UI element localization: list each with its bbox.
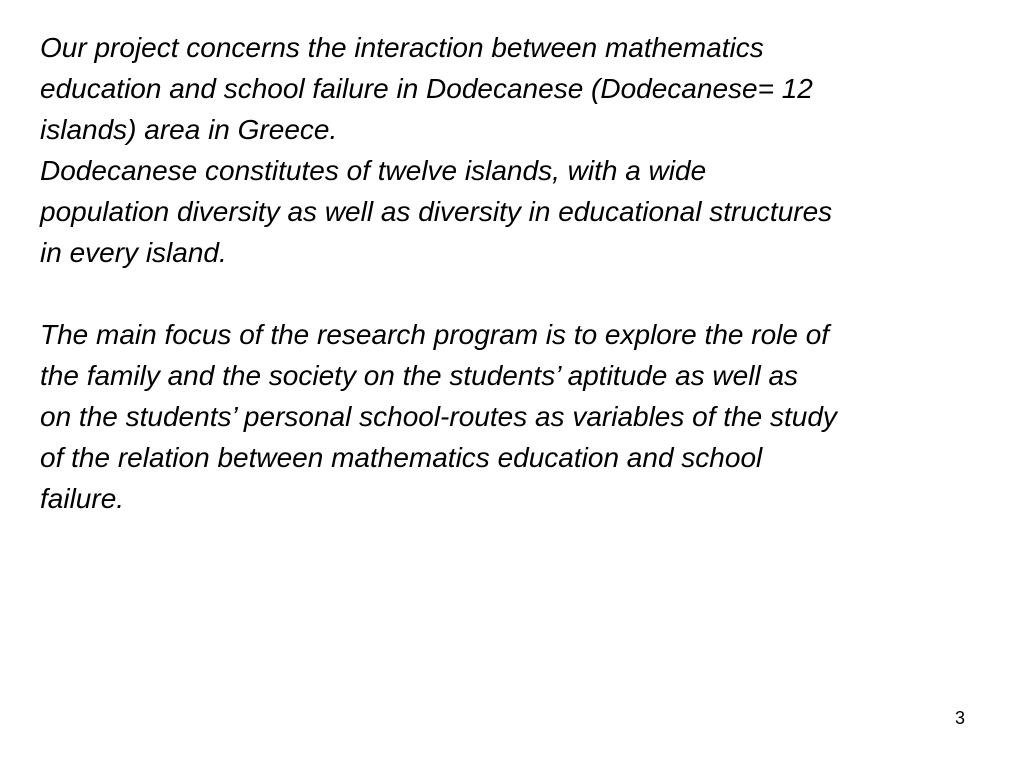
paragraph-spacer	[40, 273, 1020, 314]
text-line: of the relation between mathematics education and school	[40, 442, 763, 473]
text-line: the family and the society on the students’ aptitude as well as	[40, 360, 799, 391]
text-line: Dodecanese constitutes of twelve islands, with a wide	[40, 155, 707, 186]
text-line: in every island.	[40, 237, 227, 268]
text-line: failure.	[40, 483, 125, 514]
text-line: Our project concerns the interaction between mathematics	[40, 32, 764, 63]
text-line: education and school failure in Dodecanese (Dodecanese= 12	[40, 73, 813, 104]
slide-body-text	[40, 27, 1020, 519]
paragraph-dodecanese-description	[40, 150, 1020, 273]
paragraph-research-focus	[40, 314, 1020, 519]
text-line: islands) area in Greece.	[40, 114, 338, 145]
slide-page-number: 3	[954, 708, 965, 728]
text-line: on the students’ personal school-routes as variables of the study	[40, 401, 837, 432]
text-line: population diversity as well as diversity in educational structures	[40, 196, 833, 227]
text-line: The main focus of the research program is to explore the role of	[40, 319, 830, 350]
paragraph-project-overview	[40, 27, 1020, 150]
